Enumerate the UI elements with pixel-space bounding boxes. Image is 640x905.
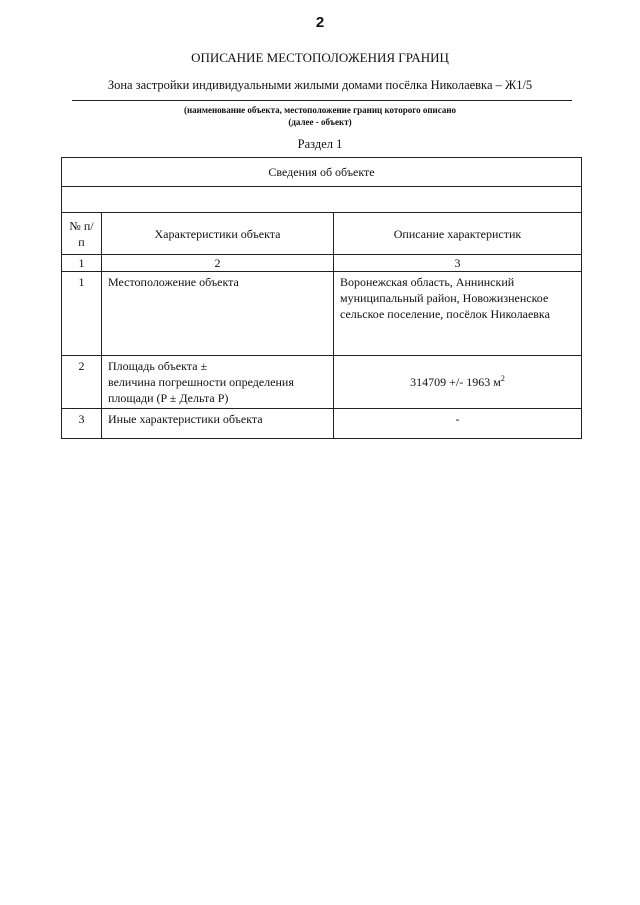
table-spacer-row bbox=[62, 187, 582, 213]
table-row bbox=[62, 409, 582, 439]
table-header-row bbox=[62, 213, 582, 255]
row-num: 1 bbox=[62, 272, 102, 356]
table-title: Сведения об объекте bbox=[62, 158, 582, 187]
header-description: Описание характеристик bbox=[334, 213, 582, 255]
row-num: 3 bbox=[62, 409, 102, 439]
row-description: Воронежская область, Аннинский муниципальный район, Новожизненское сельское поселение, посёлок Николаевка bbox=[334, 272, 582, 356]
column-number-3: 3 bbox=[334, 255, 582, 272]
row-characteristic: Местоположение объекта bbox=[102, 272, 334, 356]
header-characteristic: Характеристики объекта bbox=[102, 213, 334, 255]
column-number-1: 1 bbox=[62, 255, 102, 272]
characteristic-line-1: Площадь объекта ± bbox=[108, 359, 208, 373]
object-info-table bbox=[61, 157, 582, 439]
row-description bbox=[334, 356, 582, 409]
characteristic-line-3: площади (P ± Дельта P) bbox=[108, 391, 229, 405]
row-description: - bbox=[334, 409, 582, 439]
section-title: Раздел 1 bbox=[297, 137, 343, 151]
row-characteristic: Иные характеристики объекта bbox=[102, 409, 334, 439]
caption-line-1: (наименование объекта, местоположение границ которого описано bbox=[183, 105, 457, 115]
object-name: Зона застройки индивидуальными жилыми домами посёлка Николаевка – Ж1/5 bbox=[107, 78, 533, 92]
object-caption bbox=[0, 104, 640, 128]
header-num: № п/п bbox=[62, 213, 102, 255]
column-number-row bbox=[62, 255, 582, 272]
column-number-2: 2 bbox=[102, 255, 334, 272]
table-spacer-cell bbox=[62, 187, 582, 213]
characteristic-line-2: величина погрешности определения bbox=[108, 375, 294, 389]
area-unit-superscript: 2 bbox=[500, 374, 505, 383]
row-characteristic bbox=[102, 356, 334, 409]
table-row bbox=[62, 356, 582, 409]
table-row bbox=[62, 272, 582, 356]
underline-rule bbox=[72, 100, 572, 101]
row-num: 2 bbox=[62, 356, 102, 409]
caption-line-2: (далее - объект) bbox=[288, 117, 352, 127]
page-number: 2 bbox=[315, 14, 325, 31]
table-title-row bbox=[62, 158, 582, 187]
document-title: ОПИСАНИЕ МЕСТОПОЛОЖЕНИЯ ГРАНИЦ bbox=[191, 50, 449, 65]
area-value: 314709 +/- 1963 м bbox=[410, 375, 501, 389]
